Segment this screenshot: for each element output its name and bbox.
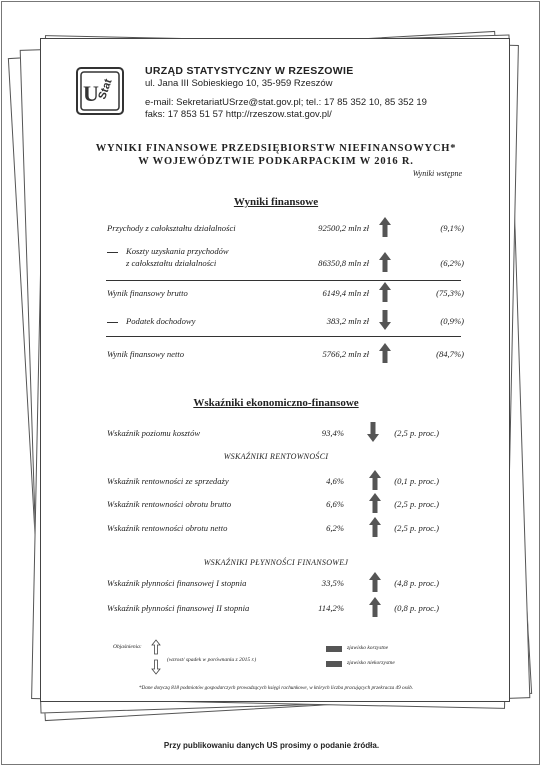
liquidity-value: 33,5% bbox=[321, 578, 344, 588]
row-value: 86350,8 mln zł bbox=[318, 258, 369, 268]
cost-level-change: (2,5 p. proc.) bbox=[394, 428, 439, 438]
arrow-up-icon bbox=[379, 282, 391, 302]
org-name: URZĄD STATYSTYCZNY W RZESZOWIE bbox=[145, 65, 354, 77]
row-label: Koszty uzyskania przychodów bbox=[126, 246, 229, 256]
favorable-swatch bbox=[326, 646, 342, 652]
source-note: Przy publikowaniu danych US prosimy o podanie źródła. bbox=[163, 741, 380, 750]
row-label: Przychody z całokształtu działalności bbox=[107, 223, 236, 233]
indent-dash bbox=[107, 252, 118, 253]
org-contact: e-mail: SekretariatUSrze@stat.gov.pl; tel.: 17 85 352 10, 85 352 19 bbox=[145, 97, 427, 108]
profitability-change: (0,1 p. proc.) bbox=[394, 476, 439, 486]
arrow-up-icon bbox=[369, 493, 381, 513]
row-label: z całokształtu działalności bbox=[126, 258, 217, 268]
arrow-up-icon bbox=[379, 217, 391, 237]
profitability-change: (2,5 p. proc.) bbox=[394, 523, 439, 533]
liquidity-heading: WSKAŹNIKI PŁYNNOŚCI FINANSOWEJ bbox=[203, 558, 349, 567]
liquidity-change: (0,8 p. proc.) bbox=[394, 603, 439, 613]
report-title: WYNIKI FINANSOWE PRZEDSIĘBIORSTW NIEFINANSOWYCH* bbox=[95, 143, 457, 154]
footnote: *Dane dotyczą 818 podmiotów gospodarczych prowadzących księgi rachunkowe, w których liczba pracujących przekracza 49 osób. bbox=[138, 685, 414, 691]
svg-text:U: U bbox=[83, 81, 99, 106]
arrow-up-icon bbox=[369, 572, 381, 592]
org-fax-web: faks: 17 853 51 57 http://rzeszow.stat.gov.pl/ bbox=[145, 109, 332, 120]
liquidity-value: 114,2% bbox=[318, 603, 344, 613]
arrow-down-icon bbox=[367, 422, 379, 442]
row-change: (84,7%) bbox=[436, 349, 464, 359]
legend-unfavorable: zjawisko niekorzystne bbox=[347, 660, 395, 666]
divider bbox=[106, 280, 461, 281]
profitability-label: Wskaźnik rentowności obrotu brutto bbox=[107, 499, 232, 509]
unfavorable-swatch bbox=[326, 661, 342, 667]
cost-level-value: 93,4% bbox=[321, 428, 344, 438]
row-label: Wynik finansowy netto bbox=[107, 349, 185, 359]
liquidity-change: (4,8 p. proc.) bbox=[394, 578, 439, 588]
profitability-value: 6,2% bbox=[326, 523, 344, 533]
row-value: 383,2 mln zł bbox=[326, 316, 369, 326]
legend-title: Objaśnienia: bbox=[113, 644, 142, 650]
arrow-down-icon bbox=[379, 310, 391, 330]
arrow-up-icon bbox=[369, 470, 381, 490]
profitability-value: 6,6% bbox=[326, 499, 344, 509]
row-change: (0,9%) bbox=[440, 316, 464, 326]
up-down-outline-icon bbox=[151, 639, 161, 675]
preliminary-note: Wyniki wstępne bbox=[412, 169, 462, 178]
indicators-heading: Wskaźniki ekonomiczno-finansowe bbox=[193, 397, 359, 409]
row-value: 92500,2 mln zł bbox=[318, 223, 369, 233]
arrow-up-icon bbox=[379, 252, 391, 272]
financial-results-heading: Wyniki finansowe bbox=[233, 196, 319, 208]
row-value: 6149,4 mln zł bbox=[322, 288, 369, 298]
row-change: (6,2%) bbox=[440, 258, 464, 268]
arrow-up-icon bbox=[369, 517, 381, 537]
profitability-change: (2,5 p. proc.) bbox=[394, 499, 439, 509]
row-label: Podatek dochodowy bbox=[126, 316, 196, 326]
profitability-value: 4,6% bbox=[326, 476, 344, 486]
legend-favorable: zjawisko korzystne bbox=[347, 645, 389, 651]
svg-text:Stat: Stat bbox=[96, 77, 115, 102]
row-change: (9,1%) bbox=[440, 223, 464, 233]
indent-dash bbox=[107, 322, 118, 323]
arrow-up-icon bbox=[379, 343, 391, 363]
profitability-label: Wskaźnik rentowności obrotu netto bbox=[107, 523, 228, 533]
profitability-label: Wskaźnik rentowności ze sprzedaży bbox=[107, 476, 229, 486]
row-value: 5766,2 mln zł bbox=[322, 349, 369, 359]
divider bbox=[106, 336, 461, 337]
row-label: Wynik finansowy brutto bbox=[107, 288, 188, 298]
org-address: ul. Jana III Sobieskiego 10, 35-959 Rzeszów bbox=[145, 78, 333, 89]
report-title-line2: W WOJEWÓDZTWIE PODKARPACKIM W 2016 R. bbox=[138, 156, 414, 167]
arrow-up-icon bbox=[369, 597, 381, 617]
liquidity-label: Wskaźnik płynności finansowej II stopnia bbox=[107, 603, 250, 613]
ustat-logo bbox=[76, 67, 124, 115]
legend-arrows-text: (wzrost/ spadek w porównaniu z 2015 r.) bbox=[167, 657, 257, 663]
profitability-heading: WSKAŹNIKI RENTOWNOŚCI bbox=[223, 452, 329, 461]
cost-level-label: Wskaźnik poziomu kosztów bbox=[107, 428, 201, 438]
document-page bbox=[40, 38, 510, 702]
row-change: (75,3%) bbox=[436, 288, 464, 298]
liquidity-label: Wskaźnik płynności finansowej I stopnia bbox=[107, 578, 247, 588]
